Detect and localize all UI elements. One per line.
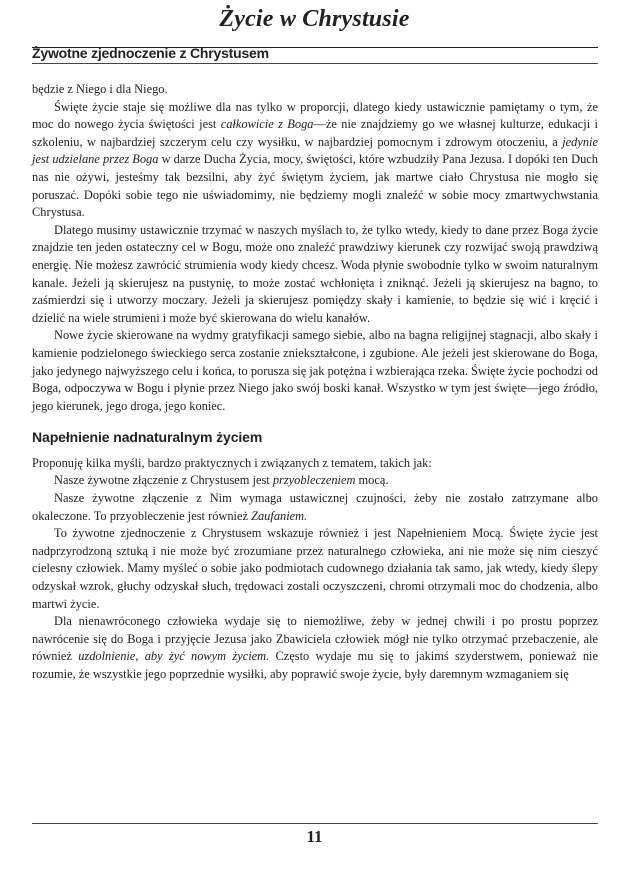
section-heading: Napełnienie nadnaturalnym życiem: [32, 429, 263, 446]
paragraph: To żywotne zjednoczenie z Chrystusem wskazuje również i jest Napełnieniem Mocą. Święte życie jest nadprzyrodzoną sztuką i nie może być zrozumiane przez naturalnego człowieka, ani nie może się nim cieszyć cielesny człowiek. Mamy myśleć o sobie jako podmiotach cudownego działania tak samo, jak wtedy, kiedy ślepy odzyskał wzrok, głuchy odzyskał słuch, trędowaci zostali oczyszczeni, chromi otrzymali moc do chodzenia, albo martwi życie.: [32, 526, 598, 611]
paragraph: Nasze żywotne złączenie z Nim wymaga ustawicznej czujności, żeby nie zostało zatrzymane albo okaleczone. To przyobleczenie jest również Zaufaniem.: [32, 491, 598, 523]
emphasis: uzdolnienie, aby żyć nowym życiem.: [78, 649, 270, 664]
running-header-title: Życie w Chrystusie: [219, 6, 410, 32]
running-section-label: Żywotne zjednoczenie z Chrystusem: [32, 45, 269, 61]
section-rule: [32, 63, 598, 64]
paragraph: Dla nienawróconego człowieka wydaje się to niemożliwe, żeby w jednej chwili i po prostu poprzez nawrócenie się do Boga i przyjęcie Jezusa jako Zbawiciela człowiek mógł nie tylko otrzymać przebaczenie, ale również uzdolnienie, aby żyć nowym życiem. Często wydaje mu się to jakimś szyderstwem, ponieważ nie rozumie, że wszystkie jego poprzednie wysiłki, aby poprawić swoje życie, były daremnym wzmaganiem się: [32, 614, 598, 681]
emphasis: Zaufaniem.: [251, 508, 308, 523]
page-number: 11: [306, 827, 323, 846]
paragraph: Nowe życie skierowane na wydmy gratyfikacji samego siebie, albo na bagna religijnej stagnacji, albo skały i kamienie podzielonego świeckiego serca zostanie zniekształcone, i zgubione. Ale jeżeli jest skierowane do Boga, jako jedynego najwyższego celu i końca, to porusza się jak potężna i wzbierająca rzeka. Święte życie pochodzi od Boga, odpoczywa w Bogu i płynie przez Niego jako swój boski kanał. Wszystko w tym jest święte—jego źródło, jego kierunek, jego droga, jego koniec.: [32, 328, 598, 413]
paragraph: Proponuję kilka myśli, bardzo praktycznych i związanych z tematem, takich jak:: [32, 455, 432, 470]
paragraph: Nasze żywotne złączenie z Chrystusem jest przyobleczeniem mocą.: [54, 473, 389, 488]
paragraph: Dlatego musimy ustawicznie trzymać w naszych myślach to, że tylko wtedy, kiedy to dane przez Boga życie znajdzie ten jeden ostateczny cel w Bogu, może ono znaleźć prawdziwy kierunek czy rozwijać swoją prawdziwą energię. Nie możesz zawrócić strumienia wody kiedy chcesz. Woda płynie swobodnie tylko w swoim naturalnym kanale. Jeżeli ją skierujesz na pustynię, to może zostać wchłonięta i zniknąć. Jeżeli ją skierujesz na bagno, to zaśmierdzi się i utworzy moczary. Jeżeli ja skierujesz pomiędzy skały i kamienie, to będzie się wić i kręcić i dzielić na wiele strumieni i może być skierowana do wielu kanałów.: [32, 222, 598, 325]
emphasis: jedynie jest udzielane przez Boga: [32, 134, 598, 167]
body-text: [32, 81, 598, 684]
emphasis: całkowicie z Boga: [220, 117, 314, 132]
paragraph: będzie z Niego i dla Niego.: [32, 82, 168, 96]
emphasis: przyobleczeniem: [272, 473, 356, 488]
paragraph: Święte życie staje się możliwe dla nas tylko w proporcji, dlatego kiedy ustawicznie pamiętamy o tym, że moc do nowego życia świętości jest całkowicie z Boga—że nie znajdziemy go we własnej kulturze, edukacji i szkoleniu, w najbardziej szczerym celu czy wysiłku, w najbardziej pomocnym i zdrowym otoczeniu, a jedynie jest udzielane przez Boga w darze Ducha Życia, mocy, świętości, które wzbudziły Pana Jezusa. I dopóki ten Duch nas nie ożywi, jesteśmy tak bezsilni, aby żyć świętym życiem, jak martwe ciało Chrystusa nie mogło się poruszać. Dopóki sobie tego nie uświadomimy, nie będziemy mogli znaleźć w sobie mocy zmartwychwstania Chrystusa.: [32, 99, 598, 220]
footer-rule: [32, 823, 598, 824]
